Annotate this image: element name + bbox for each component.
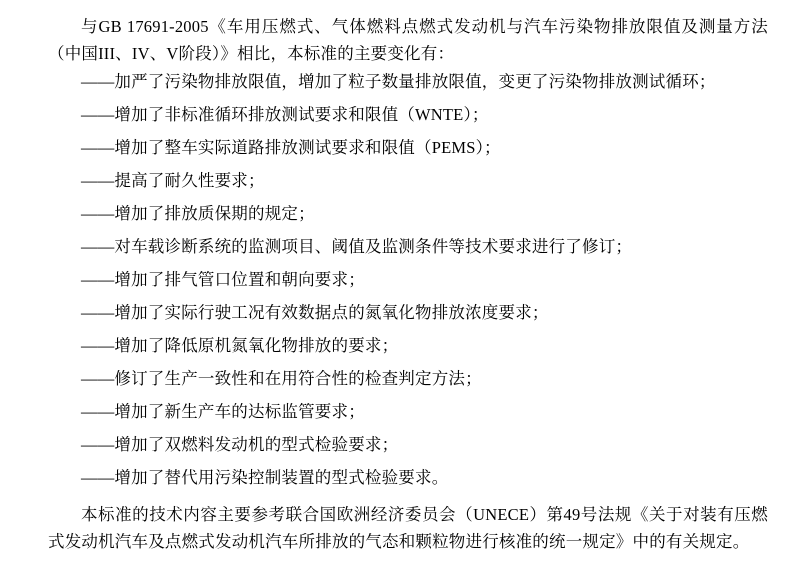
list-item: ——增加了降低原机氮氧化物排放的要求；	[81, 336, 399, 356]
list-item: ——修订了生产一致性和在用符合性的检查判定方法；	[81, 369, 482, 389]
list-item: ——对车载诊断系统的监测项目、阈值及监测条件等技术要求进行了修订；	[81, 237, 633, 257]
list-item: ——增加了排放质保期的规定；	[81, 204, 315, 224]
list-item: ——增加了实际行驶工况有效数据点的氮氧化物排放浓度要求；	[81, 303, 549, 323]
list-item: ——增加了整车实际道路排放测试要求和限值（PEMS）；	[81, 138, 501, 158]
change-list	[48, 69, 768, 498]
closing-paragraph: 本标准的技术内容主要参考联合国欧洲经济委员会（UNECE）第49号法规《关于对装有压燃式发动机汽车及点燃式发动机汽车所排放的气态和颗粒物进行核准的统一规定》中的有关规定。	[48, 505, 768, 551]
list-item: ——增加了双燃料发动机的型式检验要求；	[81, 435, 399, 455]
intro-paragraph: 与GB 17691-2005《车用压燃式、气体燃料点燃式发动机与汽车污染物排放限值及测量方法（中国III、IV、V阶段）》相比，本标准的主要变化有：	[48, 17, 768, 63]
list-item: ——增加了新生产车的达标监管要求；	[81, 402, 365, 422]
list-item: ——加严了污染物排放限值，增加了粒子数量排放限值，变更了污染物排放测试循环；	[81, 72, 716, 92]
list-item: ——增加了替代用污染控制装置的型式检验要求。	[81, 468, 449, 488]
list-item: ——提高了耐久性要求；	[81, 171, 265, 191]
list-item: ——增加了非标准循环排放测试要求和限值（WNTE）；	[81, 105, 489, 125]
list-item: ——增加了排气管口位置和朝向要求；	[81, 270, 365, 290]
